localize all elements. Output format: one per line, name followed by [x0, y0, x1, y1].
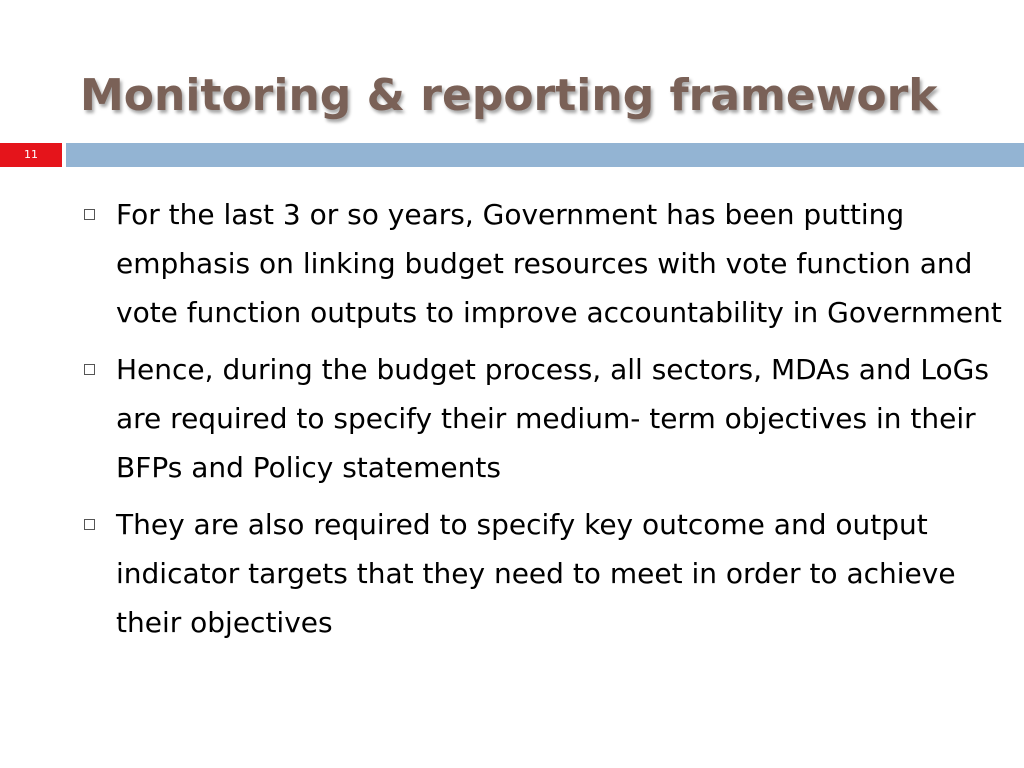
list-item: [84, 500, 1014, 647]
bullet-text: They are also required to specify key outcome and output indicator targets that they need to meet in order to achieve their objectives: [116, 508, 956, 639]
hollow-square-bullet-icon: [84, 364, 95, 375]
slide-number-badge: 11: [0, 143, 62, 167]
bullet-list: [84, 190, 1014, 655]
bullet-text: Hence, during the budget process, all sectors, MDAs and LoGs are required to specify their medium- term objectives in their BFPs and Policy statements: [116, 353, 989, 484]
list-item: [84, 190, 1014, 337]
bullet-text: For the last 3 or so years, Government has been putting emphasis on linking budget resources with vote function and vote function outputs to improve accountability in Government: [116, 198, 1002, 329]
hollow-square-bullet-icon: [84, 519, 95, 530]
slide-title: Monitoring & reporting framework: [80, 70, 938, 121]
hollow-square-bullet-icon: [84, 209, 95, 220]
header-rule-bar: [66, 143, 1024, 167]
list-item: [84, 345, 1014, 492]
